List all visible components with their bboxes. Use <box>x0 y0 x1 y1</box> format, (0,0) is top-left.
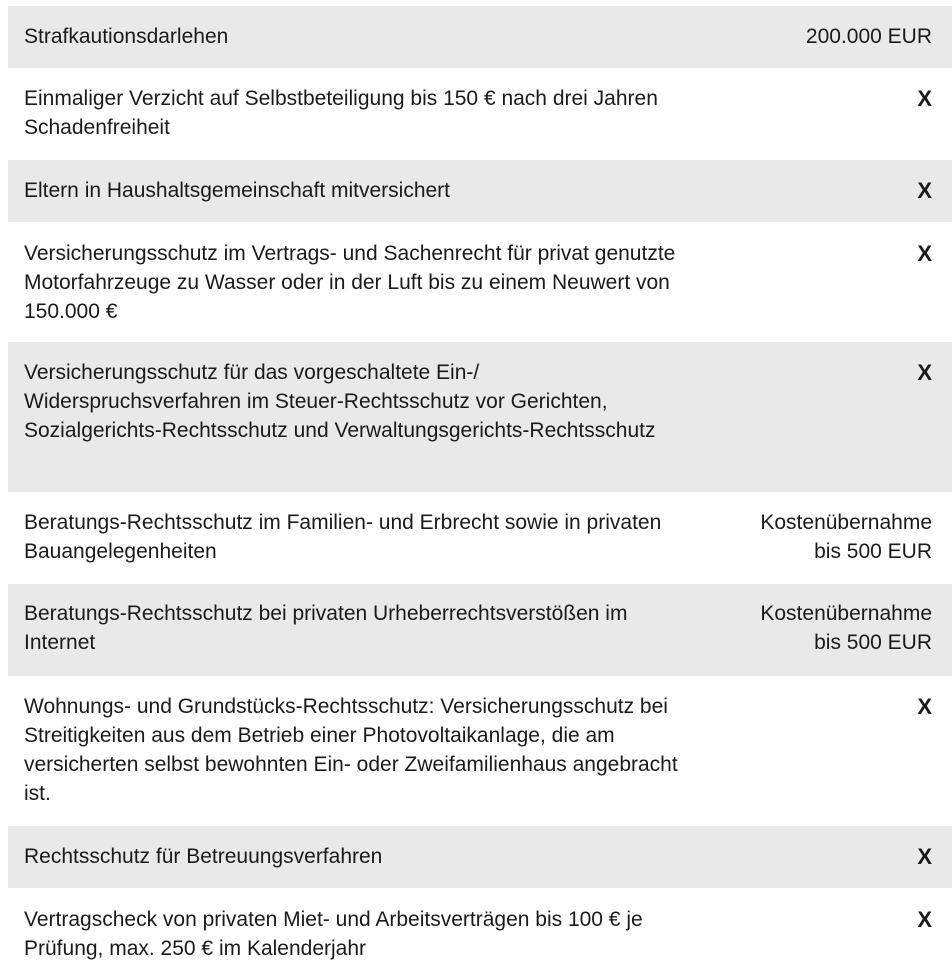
row-value: X <box>917 360 932 385</box>
row-label: Einmaliger Verzicht auf Selbstbeteiligung bis 150 € nach drei Jahren Schadenfreiheit <box>24 87 658 139</box>
row-value: X <box>917 178 932 203</box>
row-value: 200.000 EUR <box>805 25 932 48</box>
table-row <box>8 160 952 222</box>
table-row <box>8 492 952 584</box>
row-value: X <box>917 844 932 869</box>
row-value: X <box>917 86 932 111</box>
table-row <box>8 68 952 160</box>
row-label: Beratungs-Rechtsschutz bei privaten Urheberrechtsverstößen im Internet <box>24 602 628 654</box>
table-row <box>8 222 952 342</box>
row-label: Wohnungs- und Grundstücks-Rechtsschutz: Versicherungsschutz bei Streitigkeiten aus dem Betrieb einer Photovoltaikanlage, die am versicherten selbst bewohnten Ein- oder Zweifamilienhaus angebracht ist. <box>24 695 678 805</box>
table-row <box>8 6 952 68</box>
table-row <box>8 826 952 888</box>
table-row <box>8 342 952 492</box>
coverage-table <box>8 6 952 970</box>
row-value: Kostenübernahme bis 500 EUR <box>760 511 932 563</box>
row-label: Beratungs-Rechtsschutz im Familien- und Erbrecht sowie in privaten Bauangelegenheiten <box>24 511 662 563</box>
row-value: X <box>917 241 932 266</box>
row-label: Versicherungsschutz im Vertrags- und Sachenrecht für privat genutzte Motorfahrzeuge zu Wasser oder in der Luft bis zu einem Neuwert von 150.000 € <box>24 242 676 323</box>
row-label: Strafkautionsdarlehen <box>24 25 229 48</box>
table-row <box>8 584 952 676</box>
row-label: Rechtsschutz für Betreuungsverfahren <box>24 845 383 868</box>
row-value: X <box>917 907 932 932</box>
row-label: Eltern in Haushaltsgemeinschaft mitversichert <box>24 179 451 202</box>
row-label: Vertragscheck von privaten Miet- und Arbeitsverträgen bis 100 € je Prüfung, max. 250 € im Kalenderjahr <box>24 908 643 960</box>
row-label: Versicherungsschutz für das vorgeschaltete Ein-/ Widerspruchsverfahren im Steuer-Rechtsschutz vor Gerichten, Sozialgerichts-Rechtsschutz und Verwaltungsgerichts-Rechtsschutz <box>24 361 656 442</box>
row-value: X <box>917 694 932 719</box>
row-value: Kostenübernahme bis 500 EUR <box>760 602 932 654</box>
table-row <box>8 888 952 970</box>
table-row <box>8 676 952 826</box>
